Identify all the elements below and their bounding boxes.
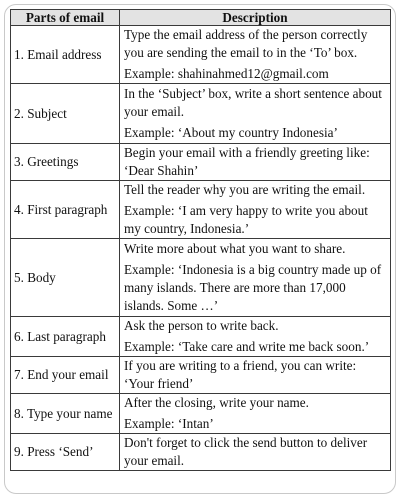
part-cell: 7. End your email [11,357,120,394]
table-row [11,434,391,471]
example-text: Example: ‘About my country Indonesia’ [124,125,338,140]
email-parts-table [10,9,391,471]
description-text: After the closing, write your name. [124,395,309,410]
description-cell [120,317,391,357]
description-cell [120,239,391,317]
table-header-row [11,10,391,26]
table-row [11,317,391,357]
table-row [11,84,391,144]
part-cell: 8. Type your name [11,394,120,434]
part-cell: 9. Press ‘Send’ [11,434,120,471]
part-cell: 2. Subject [11,84,120,144]
description-text: Type the email address of the person correctly you are sending the email to in the ‘To’ box. [124,27,368,60]
part-cell: 6. Last paragraph [11,317,120,357]
header-parts-of-email: Parts of email [11,10,120,26]
part-cell: 3. Greetings [11,144,120,181]
description-text: Ask the person to write back. [124,318,279,333]
description-cell [120,144,391,181]
part-cell: 4. First paragraph [11,181,120,239]
description-cell [120,394,391,434]
table-row [11,181,391,239]
table-row [11,394,391,434]
header-description: Description [120,10,391,26]
example-text: Example: ‘Take care and write me back soon.’ [124,339,370,354]
example-text: Example: ‘Intan’ [124,416,214,431]
example-text: Example: ‘I am very happy to write you about my country, Indonesia.’ [124,203,368,236]
example-text: Example: ‘Indonesia is a big country made up of many islands. There are more than 17,000 islands. Some …’ [124,262,382,313]
table-row [11,26,391,84]
description-text: If you are writing to a friend, you can write: ‘Your friend’ [124,358,357,391]
part-cell: 1. Email address [11,26,120,84]
description-cell [120,26,391,84]
description-cell [120,357,391,394]
description-text: Begin your email with a friendly greeting like: ‘Dear Shahin’ [124,145,370,178]
description-cell [120,181,391,239]
table-row [11,357,391,394]
description-text: Don't forget to click the send button to deliver your email. [124,435,368,468]
description-text: Tell the reader why you are writing the email. [124,182,366,197]
table-row [11,144,391,181]
description-text: In the ‘Subject’ box, write a short sentence about your email. [124,86,382,119]
table-row [11,239,391,317]
example-text: Example: shahinahmed12@gmail.com [124,66,329,81]
part-cell: 5. Body [11,239,120,317]
description-cell [120,434,391,471]
description-text: Write more about what you want to share. [124,241,346,256]
description-cell [120,84,391,144]
